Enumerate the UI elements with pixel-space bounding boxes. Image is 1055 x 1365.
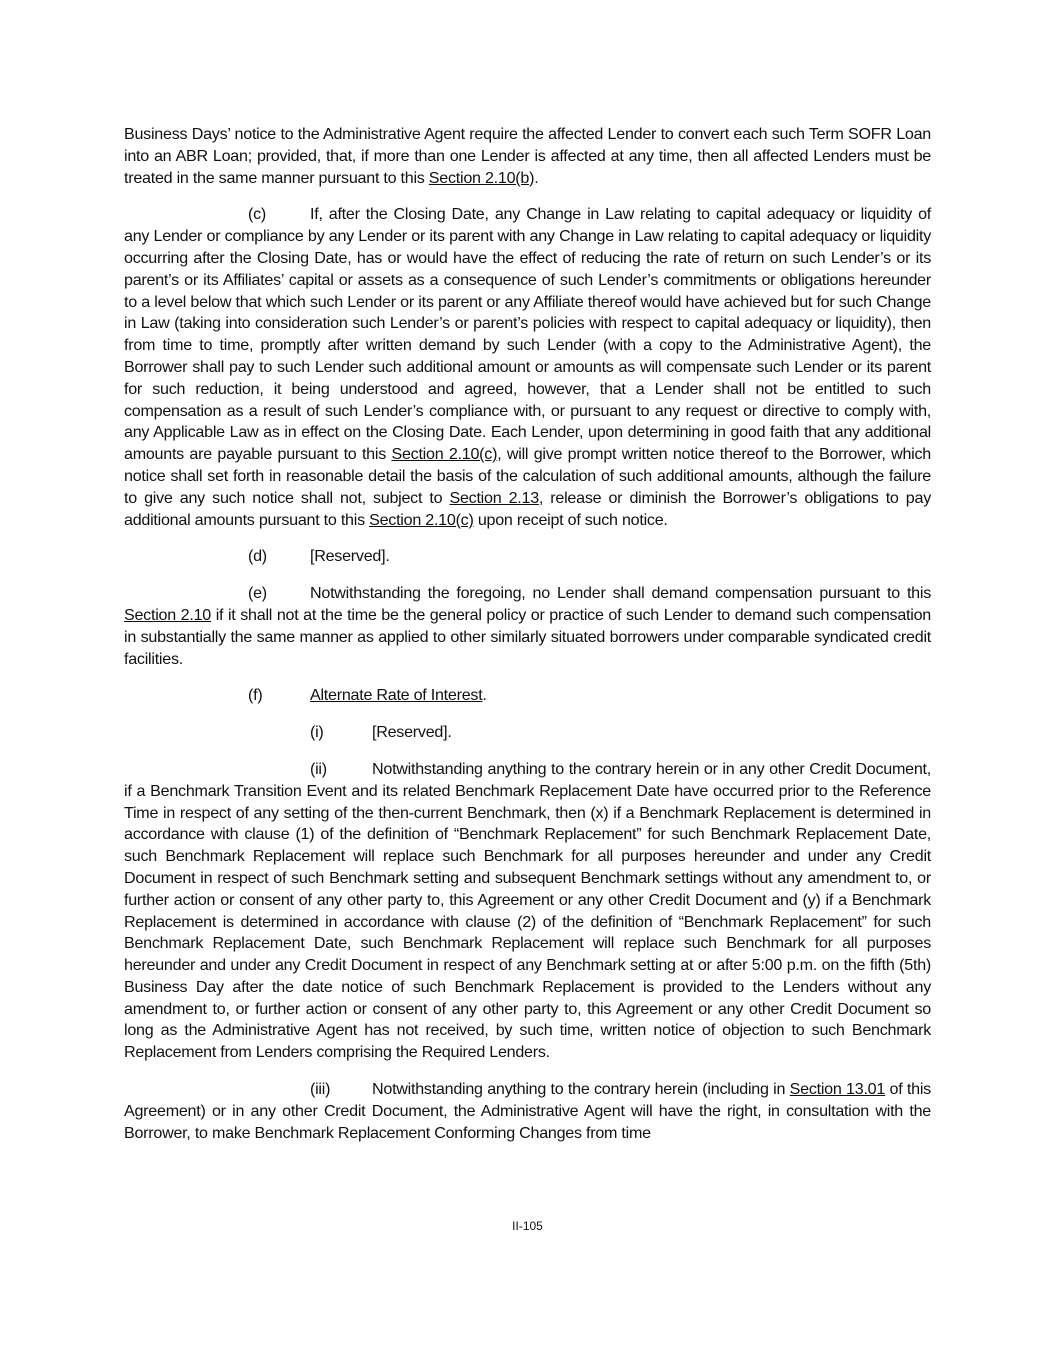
clause-label: (iii) bbox=[310, 1080, 331, 1099]
section-reference: Section 2.10(b) bbox=[428, 168, 535, 187]
page-number: II-105 bbox=[512, 1219, 543, 1233]
paragraph-d: (d) [Reserved]. bbox=[124, 546, 931, 568]
clause-label: (ii) bbox=[310, 759, 327, 778]
section-reference: Section 13.01 bbox=[789, 1080, 886, 1099]
paragraph-f-ii: (ii) Notwithstanding anything to the contrary herein or in any other Credit Document, if a Benchmark Transition Event and its related Benchmark Replacement Date have occurred prior to the Reference Time in respect of any setting of the then-current Benchmark, then (x) if a Benchmark Replacement is determined in accordance with clause (1) of the definition of “Benchmark Replacement” for such Benchmark Replacement Date, such Benchmark Replacement will replace such Benchmark for all purposes hereunder and under any Credit Document in respect of such Benchmark setting and subsequent Benchmark settings without any amendment to, or further action or consent of any other party to, this Agreement or any other Credit Document and (y) if a Benchmark Replacement is determined in accordance with clause (2) of the definition of “Benchmark Replacement” for such Benchmark Replacement Date, such Benchmark Replacement will replace such Benchmark for all purposes hereunder and under any Credit Document in respect of any Benchmark setting at or after 5:00 p.m. on the fifth (5th) Business Day after the date notice of such Benchmark Replacement is provided to the Lenders without any amendment to, or further action or consent of any other party to, this Agreement or any other Credit Document so long as the Administrative Agent has not received, by such time, written notice of objection to such Benchmark Replacement from Lenders comprising the Required Lenders. bbox=[124, 759, 931, 1062]
paragraph-c: (c) If, after the Closing Date, any Change in Law relating to capital adequacy or liquidity of any Lender or compliance by any Lender or its parent with any Change in Law relating to capital adequacy or liquidity occurring after the Closing Date, has or would have the effect of reducing the rate of return on such Lender’s or its parent’s or its Affiliates’ capital or assets as a consequence of such Lender’s commitments or obligations hereunder to a level below that which such Lender or its parent or any Affiliate thereof would have achieved but for such Change in Law (taking into consideration such Lender’s or parent’s policies with respect to capital adequacy or liquidity), then from time to time, promptly after written demand by such Lender (with a copy to the Administrative Agent), the Borrower shall pay to such Lender such additional amount or amounts as will compensate such Lender or its parent for such reduction, it being understood and agreed, however, that a Lender shall not be entitled to such compensation as a result of such Lender’s compliance with, or pursuant to any request or directive to comply with, any Applicable Law as in effect on the Closing Date. Each Lender, upon determining in good faith that any additional amounts are payable pursuant to this Section 2.10(c), will give prompt written notice thereof to the Borrower, which notice shall set forth in reasonable detail the basis of the calculation of such additional amounts, although the failure to give any such notice shall not, subject to Section 2.13, release or diminish the Borrower’s obligations to pay additional amounts pursuant to this Section 2.10(c) upon receipt of such notice. bbox=[124, 205, 931, 529]
paragraph-f: (f) Alternate Rate of Interest. bbox=[124, 685, 931, 707]
clause-label: (e) bbox=[248, 584, 267, 603]
section-reference: Section 2.13 bbox=[449, 488, 539, 507]
section-reference: Section 2.10(c) bbox=[391, 445, 498, 464]
clause-label: (f) bbox=[248, 686, 263, 705]
document-body bbox=[124, 124, 931, 1144]
clause-label: (i) bbox=[310, 723, 324, 742]
section-reference: Section 2.10 bbox=[124, 605, 211, 624]
clause-label: (c) bbox=[248, 205, 267, 224]
clause-label: (d) bbox=[248, 547, 267, 566]
section-heading: Alternate Rate of Interest bbox=[310, 686, 483, 705]
paragraph-e: (e) Notwithstanding the foregoing, no Lender shall demand compensation pursuant to this Section 2.10 if it shall not at the time be the general policy or practice of such Lender to demand such compensation in substantially the same manner as applied to other similarly situated borrowers under comparable syndicated credit facilities. bbox=[124, 584, 931, 668]
paragraph-continuation: Business Days’ notice to the Administrative Agent require the affected Lender to convert each such Term SOFR Loan into an ABR Loan; provided, that, if more than one Lender is affected at any time, then all affected Lenders must be treated in the same manner pursuant to this Section 2.10(b). bbox=[124, 125, 931, 187]
paragraph-f-i: (i) [Reserved]. bbox=[124, 722, 931, 744]
section-reference: Section 2.10(c) bbox=[369, 510, 474, 529]
paragraph-f-iii: (iii) Notwithstanding anything to the contrary herein (including in Section 13.01 of this Agreement) or in any other Credit Document, the Administrative Agent will have the right, in consultation with the Borrower, to make Benchmark Replacement Conforming Changes from time bbox=[124, 1080, 931, 1142]
